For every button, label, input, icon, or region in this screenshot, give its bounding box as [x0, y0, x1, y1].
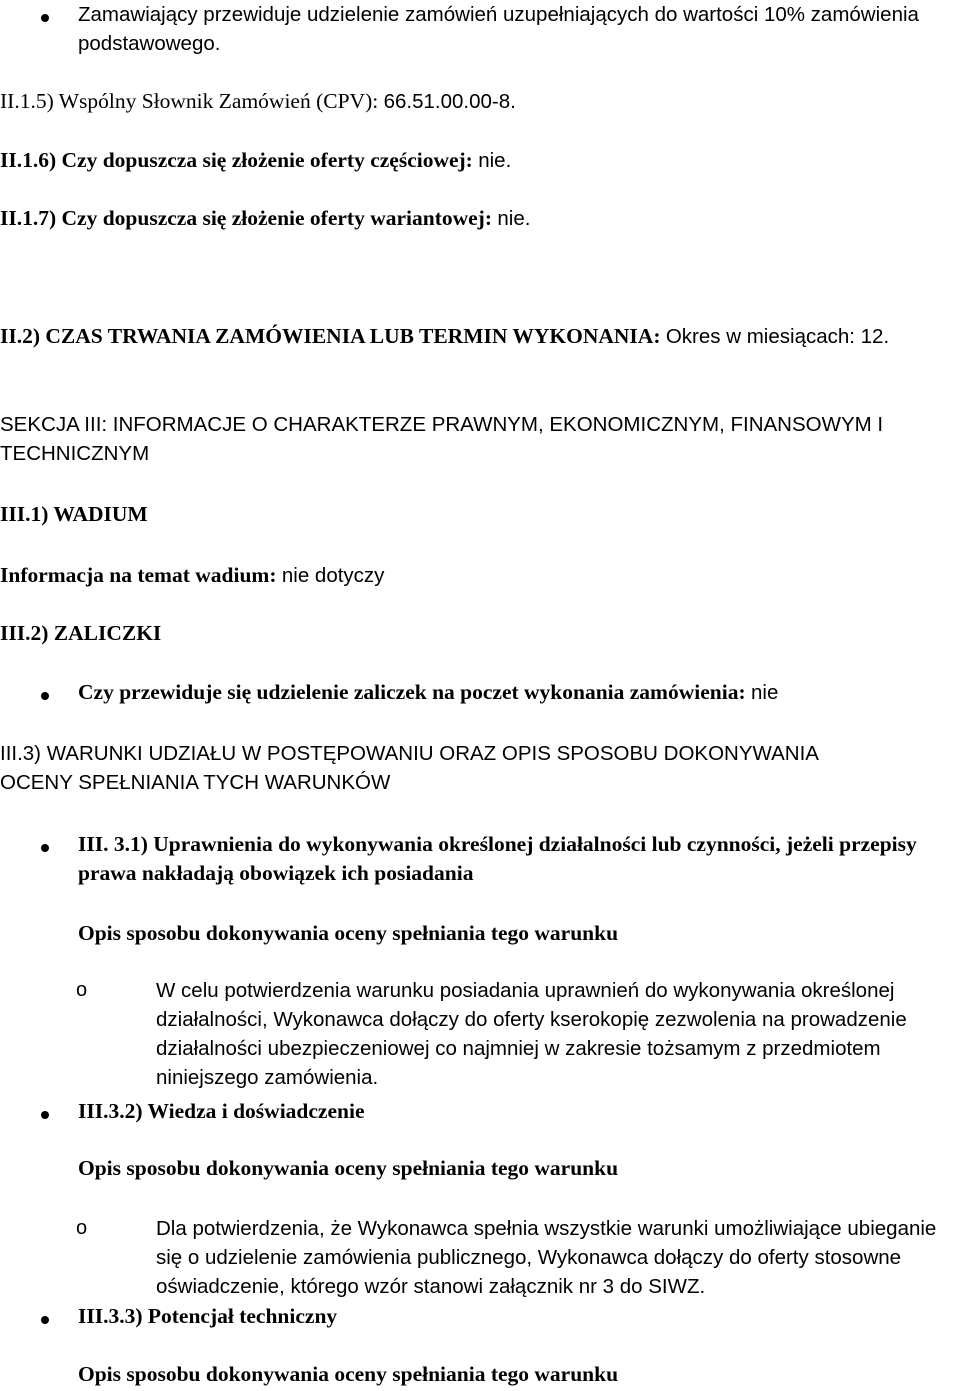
- cpv-value: 66.51.00.00-8.: [383, 90, 516, 113]
- wadium-heading: III.1) WADIUM: [0, 502, 148, 526]
- assessment-heading-1: Opis sposobu dokonywania oceny spełniania tego warunku: [78, 921, 619, 945]
- zaliczki-heading: III.2) ZALICZKI: [0, 621, 162, 645]
- paragraph-additional-orders: Zamawiający przewiduje udzielenie zamówień uzupełniających do wartości 10% zamówienia podstawowego.: [78, 3, 919, 55]
- bullet-icon: [41, 14, 49, 22]
- duration-line: [0, 322, 900, 351]
- cpv-line: [0, 87, 950, 116]
- cpv-label: II.1.5) Wspólny Słownik Zamówień (CPV):: [0, 89, 379, 113]
- assessment-heading-2: Opis sposobu dokonywania oceny spełniania tego warunku: [78, 1156, 619, 1180]
- duration-label: II.2) CZAS TRWANIA ZAMÓWIENIA LUB TERMIN WYKONANIA:: [0, 324, 661, 348]
- partial-offer-label: II.1.6) Czy dopuszcza się złożenie oferty częściowej:: [0, 148, 473, 172]
- bullet-icon: [41, 844, 49, 852]
- partial-offer-line: [0, 146, 950, 175]
- bullet-icon: [41, 1316, 49, 1324]
- assessment-heading-3: Opis sposobu dokonywania oceny spełniania tego warunku: [78, 1362, 619, 1386]
- technical-heading: III.3.3) Potencjał techniczny: [78, 1304, 338, 1328]
- circle-bullet-icon: o: [76, 979, 88, 1001]
- advance-payment-line: [78, 678, 958, 707]
- knowledge-description: Dla potwierdzenia, że Wykonawca spełnia wszystkie warunki umożliwiające ubieganie się o udzielenie zamówienia publicznego, Wykonawca dołączy do oferty stosowne oświadczenie, którego wzór stanowi załącznik nr 3 do SIWZ.: [156, 1217, 937, 1298]
- variant-offer-value: nie.: [497, 207, 531, 230]
- permits-description: W celu potwierdzenia warunku posiadania uprawnień do wykonywania określonej działalności, Wykonawca dołączy do oferty kserokopię zezwolenia na prowadzenie działalności ubezpieczeniowej co najmniej w zakresie tożsamym z przedmiotem niniejszego zamówienia.: [156, 979, 907, 1089]
- circle-bullet-icon: o: [76, 1217, 88, 1239]
- section-iii-heading: SEKCJA III: INFORMACJE O CHARAKTERZE PRAWNYM, EKONOMICZNYM, FINANSOWYM I TECHNICZNYM: [0, 413, 884, 465]
- wadium-info-label: Informacja na temat wadium:: [0, 563, 277, 587]
- bullet-icon: [41, 1111, 49, 1119]
- permits-heading: III. 3.1) Uprawnienia do wykonywania określonej działalności lub czynności, jeżeli przepisy prawa nakładają obowiązek ich posiadania: [78, 832, 917, 885]
- conditions-heading: III.3) WARUNKI UDZIAŁU W POSTĘPOWANIU ORAZ OPIS SPOSOBU DOKONYWANIA OCENY SPEŁNIANIA TYCH WARUNKÓW: [0, 742, 818, 794]
- wadium-info-value: nie dotyczy: [281, 564, 385, 587]
- advance-payment-value: nie: [750, 681, 779, 704]
- variant-offer-label: II.1.7) Czy dopuszcza się złożenie oferty wariantowej:: [0, 206, 492, 230]
- advance-payment-label: Czy przewiduje się udzielenie zaliczek na poczet wykonania zamówienia:: [78, 680, 746, 704]
- wadium-info-line: [0, 561, 950, 590]
- duration-value: Okres w miesiącach: 12.: [665, 325, 890, 348]
- bullet-icon: [41, 692, 49, 700]
- variant-offer-line: [0, 204, 950, 233]
- knowledge-heading: III.3.2) Wiedza i doświadczenie: [78, 1099, 365, 1123]
- partial-offer-value: nie.: [478, 149, 512, 172]
